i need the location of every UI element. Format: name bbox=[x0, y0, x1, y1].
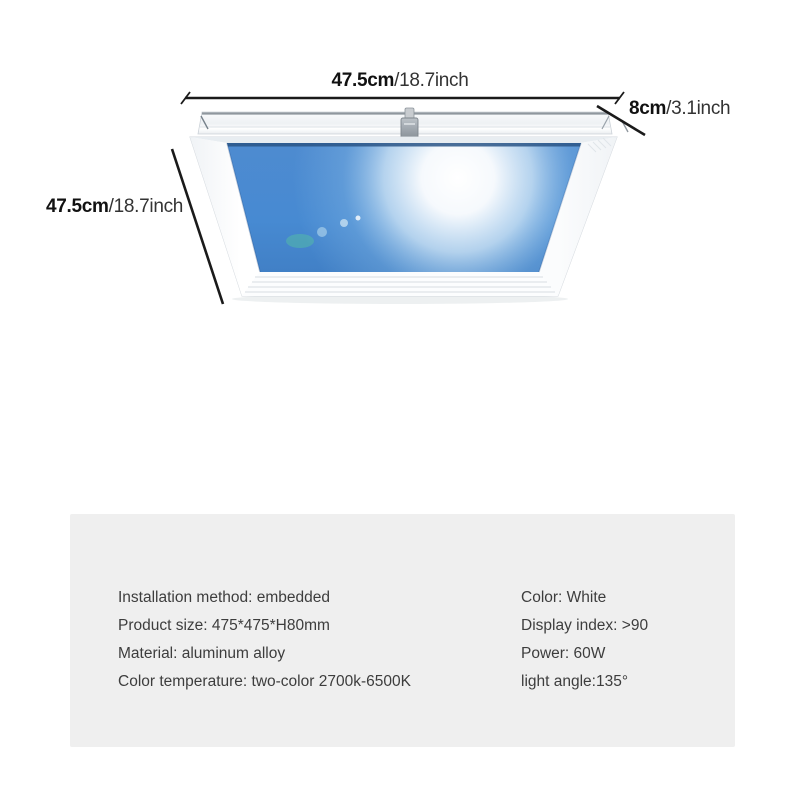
spec-material: Material: aluminum alloy bbox=[118, 645, 286, 662]
spec-power: Power: 60W bbox=[521, 645, 606, 662]
sky-panel-top-dark-edge bbox=[227, 143, 581, 147]
spec-color: Color: White bbox=[521, 589, 607, 606]
side-width-imperial-value: /18.7inch bbox=[108, 196, 184, 217]
top-width-metric-value: 47.5cm bbox=[331, 70, 395, 91]
lens-flare-dot-3 bbox=[356, 216, 361, 221]
depth-metric-value: 8cm bbox=[629, 98, 667, 119]
dimension-line-top-width bbox=[181, 92, 624, 104]
dimension-label-side-width bbox=[46, 196, 183, 218]
spec-light-angle: light angle:135° bbox=[521, 673, 629, 690]
lens-flare-teal bbox=[286, 234, 314, 248]
dimension-label-top-width bbox=[295, 70, 505, 92]
spec-column-left bbox=[118, 584, 411, 696]
spec-product-size: Product size: 475*475*H80mm bbox=[118, 617, 330, 634]
spec-column-right bbox=[521, 584, 648, 696]
depth-imperial-value: /3.1inch bbox=[666, 98, 731, 119]
spec-panel bbox=[70, 514, 735, 747]
mounting-clip bbox=[401, 118, 418, 139]
side-width-metric-value: 47.5cm bbox=[46, 196, 109, 217]
frame-top-inner-strip bbox=[190, 137, 617, 143]
lens-flare-dot-1 bbox=[317, 227, 327, 237]
spec-color-temperature: Color temperature: two-color 2700k-6500K bbox=[118, 673, 411, 690]
dimension-label-depth bbox=[629, 98, 730, 120]
spec-installation-method: Installation method: embedded bbox=[118, 589, 330, 606]
top-width-imperial-value: /18.7inch bbox=[394, 70, 469, 91]
lens-flare-dot-2 bbox=[340, 219, 348, 227]
spec-display-index: Display index: >90 bbox=[521, 617, 649, 634]
sun-glow bbox=[227, 143, 581, 272]
